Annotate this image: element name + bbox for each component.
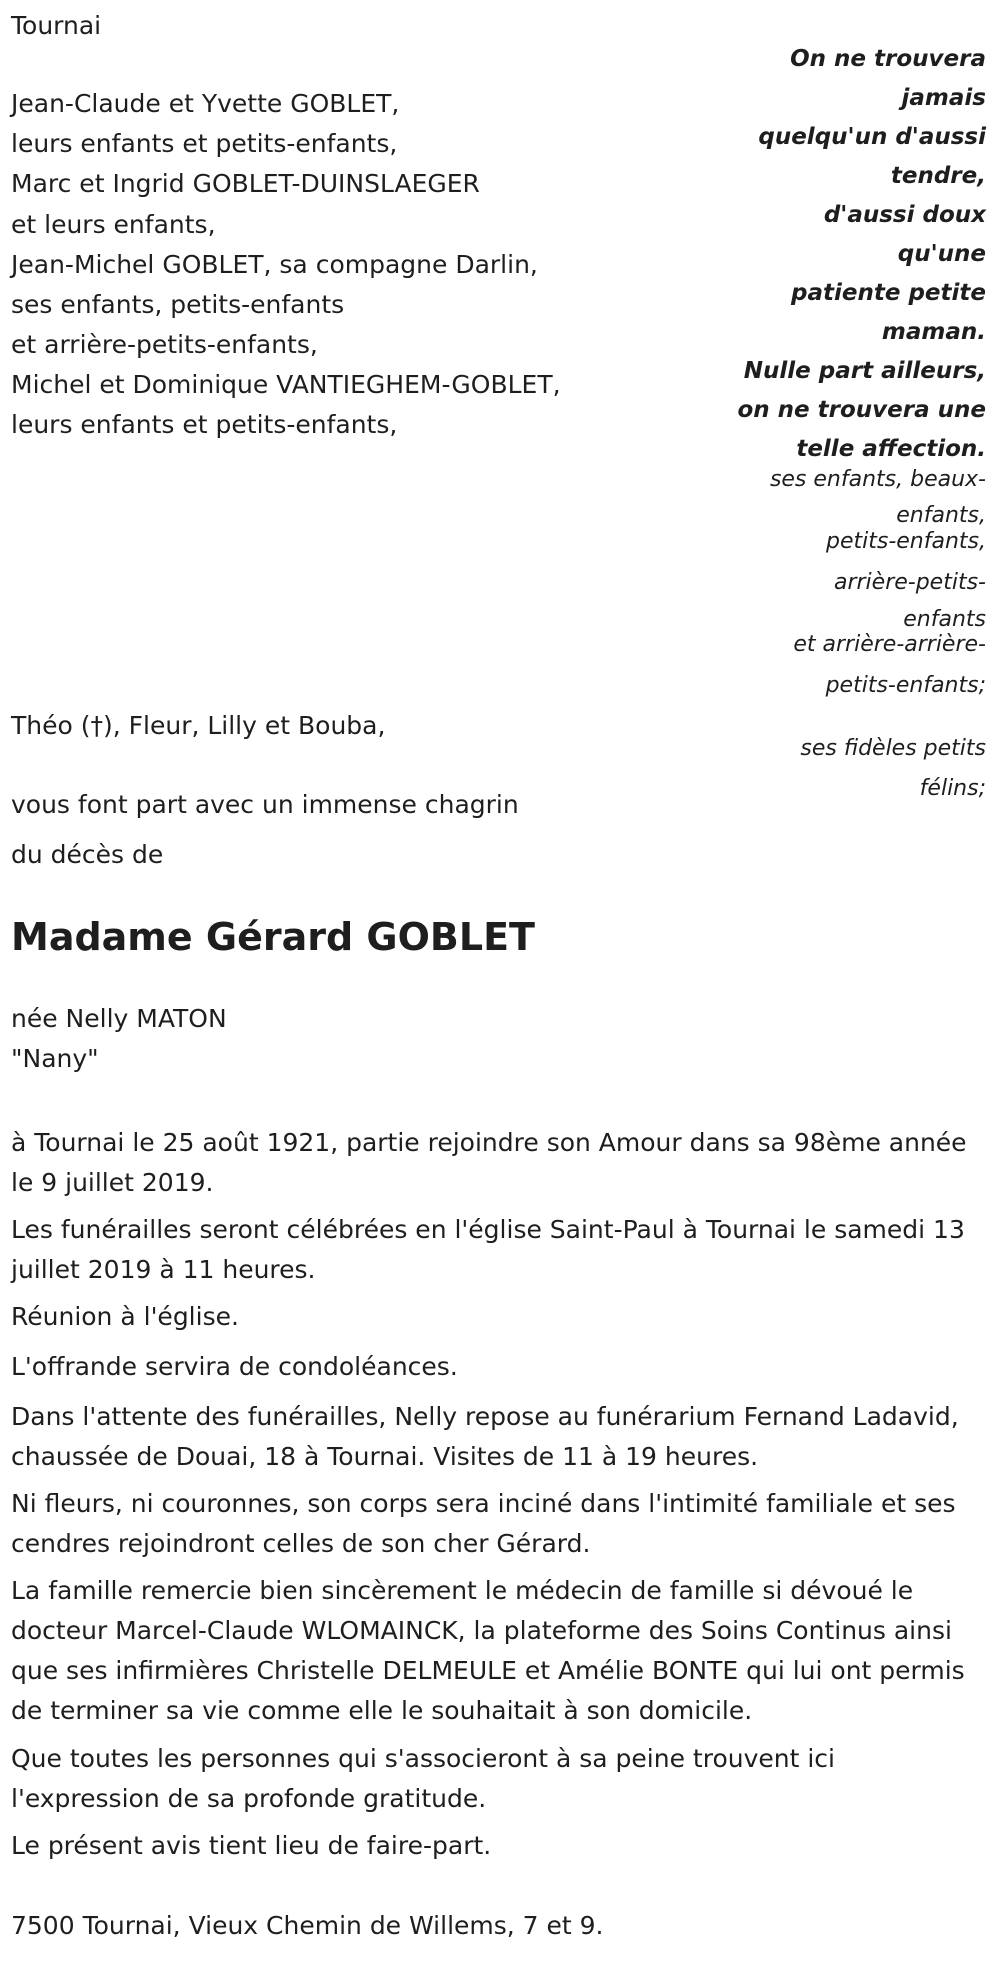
family-line: et leurs enfants, [11,210,216,239]
side-line: enfants [903,607,986,632]
body-paragraph: Les funérailles seront célébrées en l'église Saint-Paul à Tournai le samedi 13 juillet 2019 à 11 heures. [11,1215,965,1284]
address-line: 7500 Tournai, Vieux Chemin de Willems, 7 et 9. [11,1911,604,1940]
body-paragraph: Réunion à l'église. [11,1302,239,1331]
family-line: Michel et Dominique VANTIEGHEM-GOBLET, [11,370,561,399]
body-paragraph: Dans l'attente des funérailles, Nelly repose au funérarium Fernand Ladavid, chaussée de Douai, 18 à Tournai. Visites de 11 à 19 heures. [11,1402,959,1471]
family-line: ses enfants, petits-enfants [11,290,345,319]
side-line: ses enfants, beaux- [769,467,986,492]
pets-line: Théo (†), Fleur, Lilly et Bouba, [11,711,386,740]
poem-line: quelqu'un d'aussi [758,124,986,150]
poem-line: tendre, [890,163,986,189]
poem-line: qu'une [897,241,986,267]
nickname: "Nany" [11,1044,99,1073]
family-line: Marc et Ingrid GOBLET-DUINSLAEGER [11,169,480,198]
body-paragraph: Le présent avis tient lieu de faire-part. [11,1831,492,1860]
side-line: petits-enfants; [825,673,986,698]
side-line: arrière-petits- [833,570,986,595]
body-paragraph: Que toutes les personnes qui s'associeront à sa peine trouvent ici l'expression de sa profonde gratitude. [11,1744,835,1813]
side-line: enfants, [896,503,986,528]
body-paragraph: L'offrande servira de condoléances. [11,1352,458,1381]
family-line: Jean-Michel GOBLET, sa compagne Darlin, [11,250,538,279]
side-line: félins; [919,776,986,801]
family-line: Jean-Claude et Yvette GOBLET, [11,89,400,118]
deceased-name-title: Madame Gérard GOBLET [11,915,535,959]
poem-line: Nulle part ailleurs, [743,358,986,384]
announcement-line: vous font part avec un immense chagrin [11,790,519,819]
poem-line: patiente petite [791,280,986,306]
poem [726,40,986,469]
maiden-name: née Nelly MATON [11,1004,227,1033]
family-line: et arrière-petits-enfants, [11,330,318,359]
poem-line: d'aussi doux [823,202,986,228]
location-heading: Tournai [11,11,102,40]
family-line: leurs enfants et petits-enfants, [11,129,398,158]
family-line: leurs enfants et petits-enfants, [11,410,398,439]
body-paragraph: à Tournai le 25 août 1921, partie rejoindre son Amour dans sa 98ème année le 9 juillet 2019. [11,1128,967,1197]
announcement-line: du décès de [11,840,164,869]
poem-line: telle affection. [796,436,986,462]
side-line: petits-enfants, [826,529,986,554]
side-line: et arrière-arrière- [793,632,986,657]
poem-line: on ne trouvera une [737,397,986,423]
poem-line: On ne trouvera [790,46,986,72]
body-paragraph: Ni fleurs, ni couronnes, son corps sera inciné dans l'intimité familiale et ses cendres rejoindront celles de son cher Gérard. [11,1489,956,1558]
poem-line: jamais [901,85,986,111]
poem-line: maman. [881,319,986,345]
side-line: ses fidèles petits [800,736,986,761]
body-paragraph: La famille remercie bien sincèrement le médecin de famille si dévoué le docteur Marcel-Claude WLOMAINCK, la plateforme des Soins Continus ainsi que ses infirmières Christelle DELMEULE et Amélie BONTE qui lui ont permis de terminer sa vie comme elle le souhaitait à son domicile. [11,1576,965,1725]
